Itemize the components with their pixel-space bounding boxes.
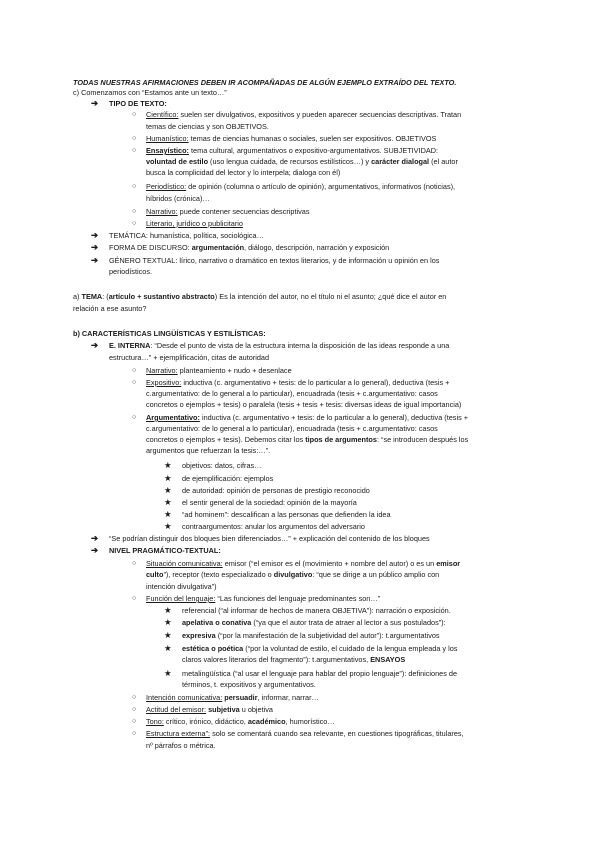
circle-bullet: ○ bbox=[132, 694, 137, 701]
instruction-title: TODAS NUESTRAS AFIRMACIONES DEBEN IR ACOMPAÑADAS DE ALGÚN EJEMPLO EXTRAÍDO DEL TEXTO. bbox=[73, 78, 457, 87]
genero-textual-cont: periodísticos. bbox=[109, 267, 152, 276]
arrow-bullet: ➔ bbox=[91, 255, 99, 265]
estructura-interna-cont: estructura…” + ejemplificación, citas de autoridad bbox=[109, 353, 270, 362]
star-bullet: ★ bbox=[164, 473, 172, 483]
estructura-interna-line: E. INTERNA: “Desde el punto de vista de la estructura interna la disposición de las ideas responde a una bbox=[109, 341, 450, 350]
star-bullet: ★ bbox=[164, 485, 172, 495]
funcion-estetica-l2: claros valores literarios del fragmento”): t.argumentativos, ENSAYOS bbox=[182, 655, 406, 664]
arrow-bullet: ➔ bbox=[91, 230, 99, 240]
arrow-bullet: ➔ bbox=[91, 242, 99, 252]
circle-bullet: ○ bbox=[132, 147, 137, 154]
item-narrativo: Narrativo: puede contener secuencias descriptivas bbox=[146, 207, 310, 216]
circle-bullet: ○ bbox=[132, 595, 137, 602]
intencion-comunicativa: Intención comunicativa: persuadir, informar, narrar… bbox=[146, 693, 319, 702]
item-periodistico: Periodístico: de opinión (columna o artículo de opinión), argumentativos, informativos (noticias), bbox=[146, 182, 456, 191]
argumento-item: de ejemplificación: ejemplos bbox=[182, 474, 274, 483]
ei-argumentativo-l4: argumentos que refuerzan la tesis:…”. bbox=[146, 446, 271, 455]
item-humanistico: Humanístico: temas de ciencias humanas o sociales, suelen ser expositivos. OBJETIVOS bbox=[146, 134, 437, 143]
nivel-pragmatico-heading: NIVEL PRAGMÁTICO-TEXTUAL: bbox=[109, 546, 221, 555]
intro-line: c) Comenzamos con “Estamos ante un texto…” bbox=[73, 88, 227, 97]
tema-line: a) TEMA: (artículo + sustantivo abstracto) Es la intención del autor, no el título ni el asunto; ¿qué dice el autor en bbox=[73, 292, 447, 301]
funcion-expresiva: expresiva (“por la manifestación de la subjetividad del autor”): t.argumentativos bbox=[182, 631, 440, 640]
argumento-item: “ad hominem”: descalifican a las personas que defienden la idea bbox=[182, 510, 391, 519]
situacion-comunicativa-l2: culto”), receptor (texto especializado o divulgativo: “que se dirige a un público amplio con bbox=[146, 570, 440, 579]
item-literario: Literario, jurídico o publicitario bbox=[146, 219, 243, 228]
caracteristicas-heading: b) CARACTERÍSTICAS LINGÜÍSTICAS Y ESTILÍSTICAS: bbox=[73, 329, 266, 338]
star-bullet: ★ bbox=[164, 509, 172, 519]
circle-bullet: ○ bbox=[132, 560, 137, 567]
ei-expositivo-l3: concretos o ejemplos + tesis) o paralela (tesis + tesis + tesis: diversas ideas de igual importancia) bbox=[146, 400, 462, 409]
tematica-line: TEMÁTICA: humanística, política, sociológica… bbox=[109, 231, 264, 240]
star-bullet: ★ bbox=[164, 630, 172, 640]
arrow-bullet: ➔ bbox=[91, 545, 99, 555]
funcion-apelativa: apelativa o conativa (“ya que el autor trata de atraer al lector a sus postulados”): bbox=[182, 618, 446, 627]
argumento-item: de autoridad: opinión de personas de prestigio reconocido bbox=[182, 486, 370, 495]
circle-bullet: ○ bbox=[132, 730, 137, 737]
circle-bullet: ○ bbox=[132, 718, 137, 725]
circle-bullet: ○ bbox=[132, 706, 137, 713]
bloques-line: “Se podrían distinguir dos bloques bien diferenciados…” + explicación del contenido de los bloques bbox=[109, 534, 430, 543]
item-periodistico-cont: híbridos (crónica)… bbox=[146, 194, 210, 203]
star-bullet: ★ bbox=[164, 643, 172, 653]
star-bullet: ★ bbox=[164, 460, 172, 470]
actitud-emisor: Actitud del emisor: subjetiva u objetiva bbox=[146, 705, 273, 714]
argumento-item: el sentir general de la sociedad: opinión de la mayoría bbox=[182, 498, 357, 507]
funcion-metalinguistica: metalingüística (“al usar el lenguaje para hablar del propio lenguaje”): definiciones de bbox=[182, 669, 458, 678]
star-bullet: ★ bbox=[164, 521, 172, 531]
circle-bullet: ○ bbox=[132, 220, 137, 227]
ei-argumentativo-l3: concretos o ejemplos + tesis). Debemos citar los tipos de argumentos: “se introducen después los bbox=[146, 435, 469, 444]
star-bullet: ★ bbox=[164, 668, 172, 678]
funcion-referencial: referencial (“al informar de hechos de manera OBJETIVA”): narración o exposición. bbox=[182, 606, 451, 615]
tipo-texto-heading: TIPO DE TEXTO: bbox=[109, 99, 167, 108]
circle-bullet: ○ bbox=[132, 367, 137, 374]
star-bullet: ★ bbox=[164, 605, 172, 615]
circle-bullet: ○ bbox=[132, 111, 137, 118]
argumento-item: contraargumentos: anular los argumentos del adversario bbox=[182, 522, 365, 531]
forma-discurso-line: FORMA DE DISCURSO: argumentación, diálogo, descripción, narración y exposición bbox=[109, 243, 390, 252]
funcion-metalinguistica-l2: términos, t. expositivos y argumentativos. bbox=[182, 680, 316, 689]
item-ensayistico-l2: voluntad de estilo (uso lengua cuidada, de recursos estilísticos…) y carácter dialogal (el autor bbox=[146, 157, 458, 166]
ei-narrativo: Narrativo: planteamiento + nudo + desenlace bbox=[146, 366, 292, 375]
genero-textual-line: GÉNERO TEXTUAL: lírico, narrativo o dramático en textos literarios, y de información u opinión en los bbox=[109, 256, 440, 265]
estructura-externa: Estructura externa”: solo se comentará cuando sea relevante, en cuestiones tipográficas, titulares, bbox=[146, 729, 464, 738]
item-cientifico: Científico: suelen ser divulgativos, expositivos y pueden aparecer secuencias descriptivas. Tratan bbox=[146, 110, 462, 119]
tema-cont: relación a ese asunto? bbox=[73, 304, 147, 313]
ei-argumentativo-l2: c.argumentativo: de lo general a lo particular), encuadrada (tesis + c.argumentativo: casos bbox=[146, 424, 438, 433]
funcion-estetica: estética o poética (“por la voluntad de estilo, el cuidado de la lengua empleada y los bbox=[182, 644, 458, 653]
ei-argumentativo: Argumentativo: inductiva (c. argumentativo + tesis: de lo particular a lo general), deductiva (tesis + bbox=[146, 413, 469, 422]
item-cientifico-cont: temas de ciencias y son OBJETIVOS. bbox=[146, 122, 269, 131]
circle-bullet: ○ bbox=[132, 208, 137, 215]
tono: Tono: crítico, irónico, didáctico, académico, humorístico… bbox=[146, 717, 335, 726]
estructura-externa-l2: nº párrafos o métrica. bbox=[146, 741, 216, 750]
star-bullet: ★ bbox=[164, 497, 172, 507]
situacion-comunicativa: Situación comunicativa: emisor (“el emisor es el (movimiento + nombre del autor) o es un emisor bbox=[146, 559, 461, 568]
arrow-bullet: ➔ bbox=[91, 98, 99, 108]
arrow-bullet: ➔ bbox=[91, 533, 99, 543]
ei-expositivo-l2: c.argumentativo: de lo general a lo particular), encuadrada (tesis + c.argumentativo: casos bbox=[146, 389, 438, 398]
item-ensayistico-l3: busca la complicidad del lector y lo interpela; dialoga con él) bbox=[146, 168, 341, 177]
argumento-item: objetivos: datos, cifras… bbox=[182, 461, 262, 470]
item-ensayistico: Ensayístico: tema cultural, argumentativos o expositivo-argumentativos. SUBJETIVIDAD: bbox=[146, 146, 439, 155]
ei-expositivo: Expositivo: inductiva (c. argumentativo + tesis: de lo particular a lo general), deductiva (tesis + bbox=[146, 378, 450, 387]
situacion-comunicativa-l3: intención divulgativa”) bbox=[146, 582, 217, 591]
funcion-lenguaje: Función del lenguaje: “Las funciones del lenguaje predominantes son…” bbox=[146, 594, 381, 603]
circle-bullet: ○ bbox=[132, 414, 137, 421]
circle-bullet: ○ bbox=[132, 135, 137, 142]
circle-bullet: ○ bbox=[132, 379, 137, 386]
arrow-bullet: ➔ bbox=[91, 340, 99, 350]
circle-bullet: ○ bbox=[132, 183, 137, 190]
star-bullet: ★ bbox=[164, 617, 172, 627]
